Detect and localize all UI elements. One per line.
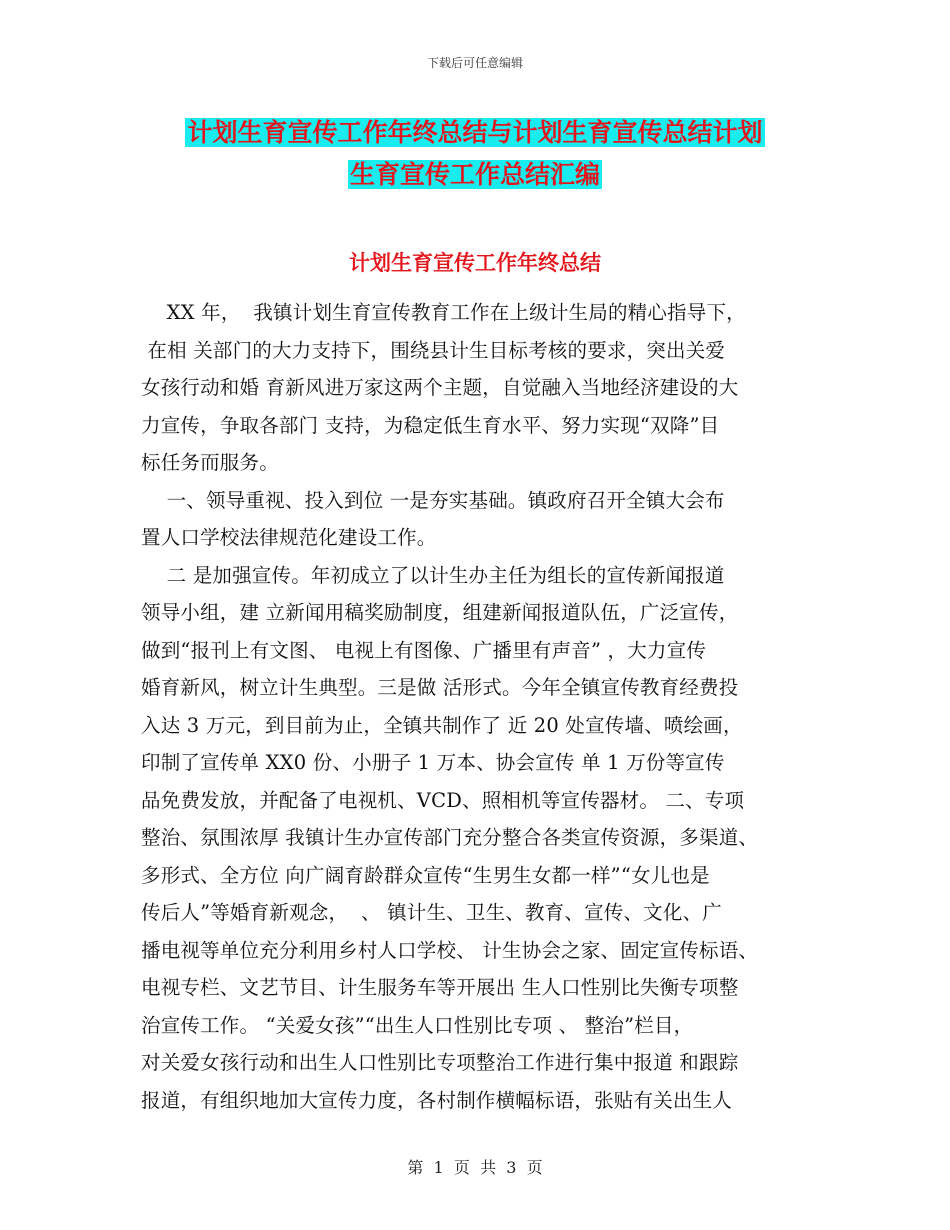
text-line: 传后人”等婚育新观念， 、 镇计生、卫生、教育、宣传、文化、广 (141, 901, 722, 924)
text-line: 报道，有组织地加大宣传力度，各村制作横幅标语，张贴有关出生人 (141, 1088, 733, 1112)
page-header-note: 下载后可任意编辑 (426, 56, 523, 70)
text-line: 治宣传工作。 “关爱女孩”“出生人口性别比专项 、 整治”栏目， (141, 1013, 694, 1037)
section-title: 计划生育宣传工作年终总结 (349, 251, 601, 275)
text-line: 一、领导重视、投入到位 一是夯实基础。镇政府召开全镇大会布 (141, 488, 725, 512)
text-line: 婚育新风，树立计生典型。三是做 活形式。今年全镇宣传教育经费投 (141, 676, 739, 699)
text-line: 做到“报刊上有文图、 电视上有图像、广播里有声音” ，大力宣传 (141, 638, 707, 662)
text-line: 女孩行动和婚 育新风进万家这两个主题，自觉融入当地经济建设的大 (141, 376, 739, 399)
text-line: XX 年， 我镇计划生育宣传教育工作在上级计生局的精心指导下， (141, 301, 746, 324)
document-title-line-1: 计划生育宣传工作年终总结与计划生育宣传总结计划 (187, 118, 763, 147)
text-line: 置人口学校法律规范化建设工作。 (141, 526, 437, 549)
text-line: 电视专栏、文艺节目、计生服务车等开展出 生人口性别比失衡专项整 (141, 976, 739, 999)
text-line: 多形式、全方位 向广阔育龄群众宣传“生男生女都一样”“女儿也是 (141, 863, 710, 887)
text-line: 印制了宣传单 XX0 份、小册子 1 万本、协会宣传 单 1 万份等宣传 (141, 751, 725, 774)
text-line: 整治、氛围浓厚 我镇计生办宣传部门充分整合各类宣传资源，多渠道、 (141, 826, 759, 849)
text-line: 播电视等单位充分利用乡村人口学校、 计生协会之家、固定宣传标语、 (141, 938, 759, 962)
text-line: 力宣传，争取各部门 支持，为稳定低生育水平、努力实现“双降”目 (141, 413, 720, 437)
page-number-footer: 第 1 页 共 3 页 (407, 1158, 543, 1177)
document-title-line-2: 生育宣传工作总结汇编 (349, 160, 600, 189)
text-line: 品免费发放，并配备了电视机、VCD、照相机等宣传器材。 二、专项 (141, 788, 745, 812)
text-line: 入达 3 万元，到目前为止，全镇共制作了 近 20 处宣传墙、喷绘画， (141, 713, 743, 737)
text-line: 领导小组，建 立新闻用稿奖励制度，组建新闻报道队伍，广泛宣传， (141, 601, 739, 624)
text-line: 对关爱女孩行动和出生人口性别比专项整治工作进行集中报道 和跟踪 (141, 1051, 739, 1074)
document-title (0, 112, 950, 196)
body-text (141, 294, 821, 1119)
text-line: 在相 关部门的大力支持下，围绕县计生目标考核的要求，突出关爱 (141, 338, 726, 362)
text-line: 标任务而服务。 (141, 451, 279, 474)
text-line: 二 是加强宣传。年初成立了以计生办主任为组长的宣传新闻报道 (141, 563, 725, 587)
